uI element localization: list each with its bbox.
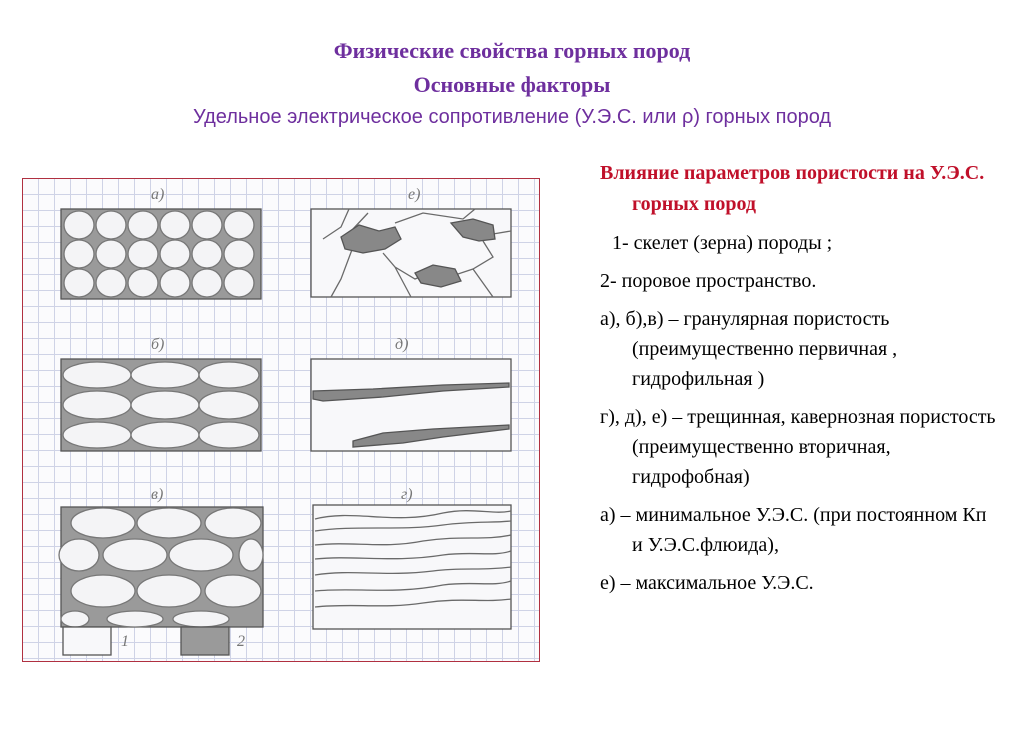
legend-label-1: 1 <box>121 633 129 650</box>
label-v: в) <box>151 486 164 503</box>
porosity-drawings <box>23 179 540 662</box>
item-skeleton: 1- скелет (зерна) породы ; <box>612 232 833 254</box>
label-d: д) <box>395 336 409 353</box>
item-granular-porosity: а), б),в) – гранулярная пористость (преимущественно первичная , гидрофильная ) <box>600 308 898 390</box>
legend <box>63 627 245 655</box>
label-b: б) <box>151 336 165 353</box>
legend-swatch-1 <box>63 627 111 655</box>
legend-label-2: 2 <box>237 633 245 650</box>
porosity-figure <box>22 178 540 662</box>
slide-subtitle: Основные факторы <box>413 72 611 97</box>
panel-a <box>61 209 261 299</box>
panel-v <box>59 507 263 627</box>
legend-swatch-2 <box>181 627 229 655</box>
slide-description: Удельное электрическое сопротивление (У.Э.С. или ρ) горных пород <box>192 106 832 128</box>
panel-g <box>313 505 511 629</box>
item-pore-space: 2- поровое пространство. <box>600 270 817 292</box>
label-a: а) <box>151 186 165 203</box>
label-e: е) <box>408 186 421 203</box>
item-fracture-porosity: г), д), е) – трещинная, кавернозная пористость (преимущественно вторичная, гидрофобная) <box>600 406 996 488</box>
panel-b <box>61 359 261 451</box>
explanation-text <box>600 158 1000 606</box>
panel-d <box>311 359 511 451</box>
slide-title: Физические свойства горных пород <box>333 38 691 63</box>
explanation-heading: Влияние параметров пористости на У.Э.С. горных пород <box>600 162 985 215</box>
label-g: г) <box>401 486 413 503</box>
item-min-resistivity: а) – минимальное У.Э.С. (при постоянном Кп и У.Э.С.флюида), <box>600 504 987 556</box>
item-max-resistivity: е) – максимальное У.Э.С. <box>600 572 814 594</box>
panel-e <box>311 209 511 297</box>
